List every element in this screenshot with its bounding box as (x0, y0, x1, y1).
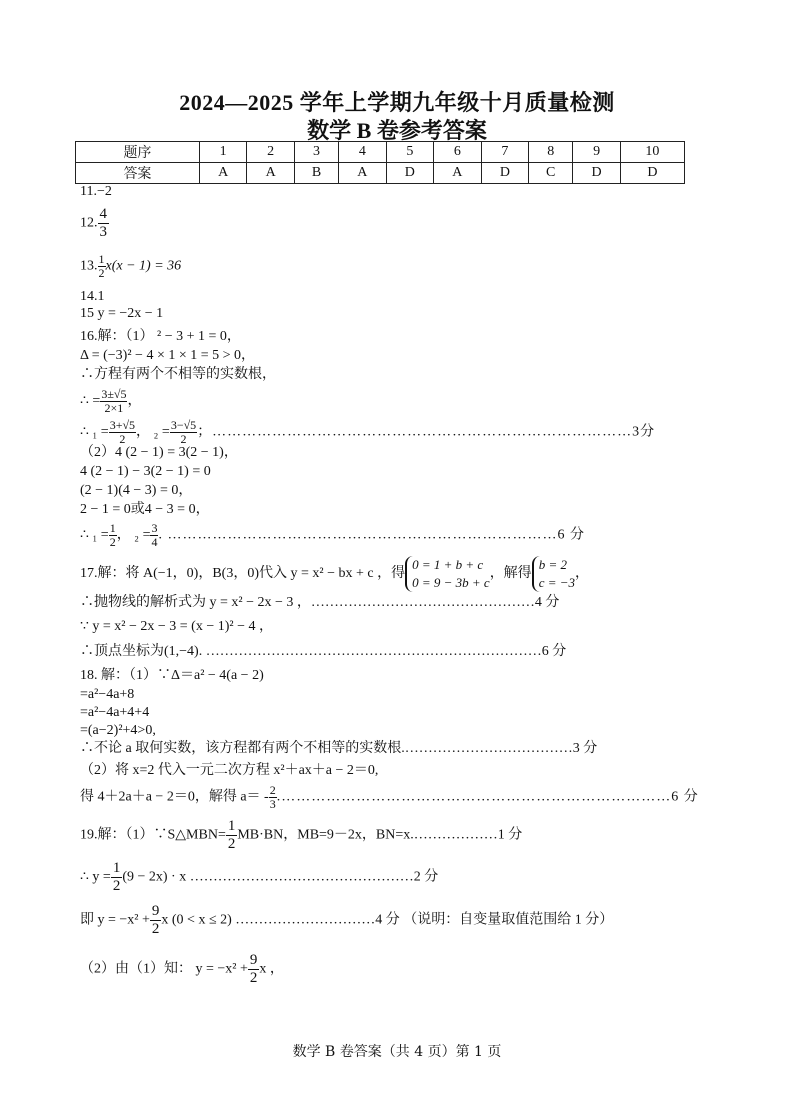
numerator: 3−√5 (170, 418, 197, 432)
answer-18-line-7 (80, 784, 699, 811)
numerator: 3±√5 (101, 387, 127, 401)
denominator: 2 (112, 878, 121, 894)
line-end: ， (575, 566, 590, 582)
line-prefix: ∴ y = (80, 869, 111, 885)
table-cell: 7 (481, 142, 529, 163)
fraction (100, 388, 127, 415)
line-middle: ， ₂ = (136, 424, 170, 440)
fraction (269, 784, 277, 811)
numerator: 4 (99, 206, 107, 222)
denominator: 2 (227, 836, 236, 852)
equation: 0 = 1 + b + c (412, 557, 484, 572)
score-dots: ；…………………………………………………………………………3分 (197, 424, 656, 440)
answer-16-line-7: 4 (2 − 1) − 3(2 − 1) = 0 (80, 464, 211, 479)
answer-14: 14.1 (80, 289, 105, 304)
table-header-cell: 答案 (76, 163, 200, 184)
answer-16-line-1: 16.解：（1） ² − 3 + 1 = 0， (80, 329, 241, 344)
line-prefix: （2）由（1）知： y = −x² + (80, 961, 248, 977)
numerator: 3 (151, 521, 158, 535)
answer-18-line-3: =a²−4a+4+4 (80, 705, 150, 720)
table-cell: 6 (434, 142, 482, 163)
answer-19-line-2 (80, 860, 438, 895)
answer-19-line-4 (80, 952, 284, 987)
line-middle: ，解得 (489, 566, 532, 582)
numerator: 1 (109, 521, 116, 535)
table-cell: D (481, 163, 529, 184)
line-prefix: 得 4＋2a＋a − 2＝0，解得 a＝ - (80, 789, 269, 805)
line-rest: (9 − 2x) · x …………………………………………2 分 (122, 869, 439, 885)
fraction (248, 952, 260, 987)
answer-18-line-4: =(a−2)²+4>0, (80, 723, 156, 738)
answer-16-line-4: ∴ = $\frac{3\pm√5}{2\times 1}$ ， (80, 387, 142, 415)
denominator: 2 (109, 535, 116, 549)
answer-17-line-3: ∵ y = x² − 2x − 3 = (x − 1)² − 4 ， (80, 619, 273, 634)
answer-16-line-5 (80, 419, 655, 446)
fraction (170, 419, 197, 446)
table-cell: 2 (247, 142, 295, 163)
table-cell: A (339, 163, 387, 184)
page-footer: 数学 B 卷答案（共 4 页）第 1 页 (292, 1044, 502, 1060)
answer-16-line-2: Δ = (−3)² − 4 × 1 × 1 = 5 > 0， (80, 348, 256, 363)
answer-16-line-6: （2）4 (2 − 1) = 3(2 − 1)， (80, 445, 238, 460)
table-cell: 9 (573, 142, 621, 163)
denominator: 3 (269, 797, 276, 811)
answer-17-line-2: ∴抛物线的解析式为 y = x² − 2x − 3 ，…………………………………………4 分 (80, 595, 560, 610)
fraction (226, 818, 238, 853)
answer-13-prefix: 13. (80, 258, 98, 274)
line-prefix: ∴ ₁ = (80, 424, 109, 440)
numerator: 1 (98, 252, 105, 266)
denominator: 2 (119, 432, 126, 446)
line-prefix: 19.解：（1）∵S△MBN= (80, 827, 226, 843)
answer-19-line-1 (80, 818, 522, 853)
numerator: 1 (112, 860, 121, 876)
answer-table (75, 141, 685, 184)
denominator: 3 (99, 224, 107, 240)
numerator: 9 (151, 903, 160, 919)
denominator: 2 (151, 921, 160, 937)
answer-18-line-1: 18. 解：（1）∵Δ＝a² − 4(a − 2) (80, 668, 264, 683)
table-row-answers (76, 163, 685, 184)
fraction (150, 903, 162, 938)
page-title: 2024—2025 学年上学期九年级十月质量检测 (179, 90, 615, 115)
answer-17-line-1 (80, 556, 589, 592)
equation: c = −3 (538, 575, 576, 590)
answer-13-equation: x(x − 1) = 36 (105, 258, 182, 274)
table-cell: 3 (294, 142, 338, 163)
table-cell: 8 (529, 142, 573, 163)
fraction (111, 860, 123, 895)
score-dots: . ……………………………………………………………………6 分 (158, 527, 585, 543)
numerator: 9 (249, 952, 258, 968)
line-rest: MB·BN，MB=9－2x，BN=x.………………1 分 (237, 827, 523, 843)
answer-19-line-3 (80, 903, 613, 938)
numerator: 2 (269, 783, 276, 797)
line-rest: x ， (259, 961, 284, 977)
answer-18-line-2: =a²−4a+8 (80, 687, 135, 702)
numerator: 3+√5 (109, 418, 136, 432)
table-header-cell: 题序 (76, 142, 200, 163)
answer-16-line-10 (80, 522, 585, 549)
denominator: 2 (249, 970, 258, 986)
line-prefix: 17.解：将 A(−1，0)，B(3，0)代入 y = x² − bx + c ，得 (80, 566, 406, 582)
denominator: 4 (151, 535, 158, 549)
table-cell: A (199, 163, 247, 184)
table-cell: A (247, 163, 295, 184)
numerator: 1 (227, 818, 236, 834)
answer-12 (80, 206, 109, 241)
answer-16-line-8: (2 − 1)(4 − 3) = 0， (80, 483, 193, 498)
answer-18-line-6: （2）将 x=2 代入一元二次方程 x²＋ax＋a − 2＝0, (80, 763, 379, 778)
equation: 0 = 9 − 3b + c (412, 575, 490, 590)
table-cell: D (386, 163, 434, 184)
answer-16-line-3: ∴方程有两个不相等的实数根， (80, 367, 276, 382)
table-cell: 10 (620, 142, 684, 163)
score-dots: .……………………………………………………………………6 分 (276, 789, 699, 805)
answer-13 (80, 253, 181, 280)
equation-system (532, 556, 575, 592)
equation-system (405, 556, 490, 592)
table-cell: 1 (199, 142, 247, 163)
denominator: 2 (98, 266, 105, 280)
table-row-numbers (76, 142, 685, 163)
answer-16-line-9: 2 − 1 = 0或4 − 3 = 0， (80, 502, 210, 517)
line-prefix: ∴ = (80, 393, 101, 409)
fraction (109, 419, 136, 446)
fraction (98, 206, 110, 241)
fraction (109, 522, 117, 549)
table-cell: D (573, 163, 621, 184)
fraction (98, 253, 106, 280)
answer-11: 11.−2 (80, 184, 112, 199)
denominator: 2×1 (104, 401, 124, 415)
line-prefix: 即 y = −x² + (80, 912, 150, 928)
table-cell: B (294, 163, 338, 184)
table-cell: C (529, 163, 573, 184)
table-cell: D (620, 163, 684, 184)
line-middle: ， ₂ = (116, 527, 151, 543)
denominator: 2 (180, 432, 187, 446)
equation: b = 2 (538, 557, 567, 572)
answer-18-line-5: ∴不论 a 取何实数，该方程都有两个不相等的实数根.………………………………3 分 (80, 741, 598, 756)
line-rest: x (0 < x ≤ 2) …………………………4 分 （说明：自变量取值范围给 1 分） (161, 912, 614, 928)
answer-15: 15 y = −2x − 1 (80, 306, 164, 321)
table-cell: 4 (339, 142, 387, 163)
table-cell: A (434, 163, 482, 184)
answer-17-line-4: ∴顶点坐标为(1,−4). ………………………………………………………………6 分 (80, 644, 567, 659)
table-cell: 5 (386, 142, 434, 163)
page-subtitle: 数学 B 卷参考答案 (307, 118, 487, 143)
answer-12-prefix: 12. (80, 215, 98, 231)
line-prefix: ∴ ₁ = (80, 527, 109, 543)
